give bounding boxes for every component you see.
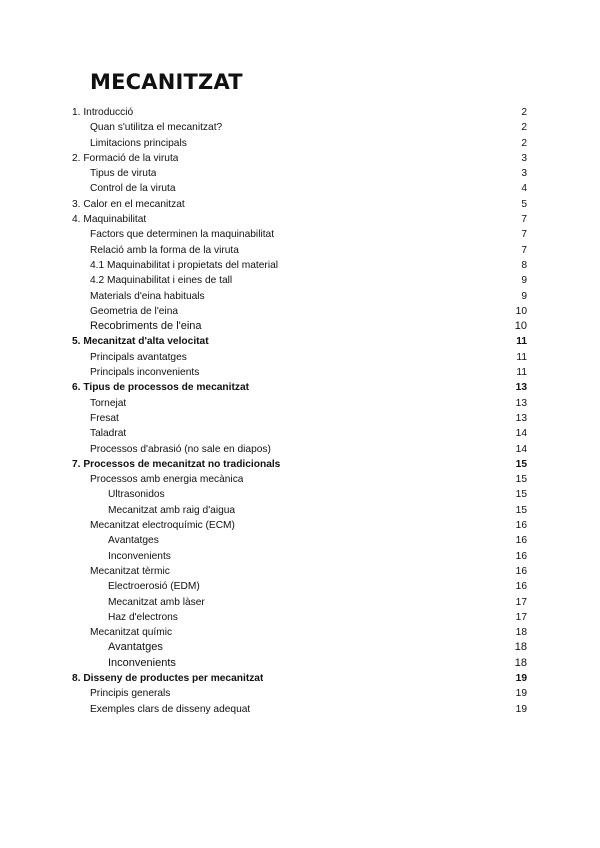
toc-entry[interactable] [72,487,527,502]
toc-entry[interactable] [72,396,527,411]
toc-entry[interactable] [72,120,527,135]
toc-entry[interactable] [72,365,527,380]
toc-entry[interactable] [72,258,527,273]
toc-entry-page-number: 16 [515,581,527,593]
toc-entry-page-number: 11 [516,336,527,348]
toc-entry[interactable] [72,319,527,334]
toc-entry-page-number: 5 [521,198,527,210]
toc-entry[interactable] [72,610,527,625]
toc-entry-page-number: 9 [521,275,527,287]
toc-entry[interactable] [72,151,527,166]
toc-entry-page-number: 7 [521,214,527,226]
toc-entry-page-number: 7 [521,229,527,241]
toc-entry[interactable] [72,671,527,686]
toc-entry-label: Avantatges [108,641,163,654]
toc-entry-label: 1. Introducció [72,107,134,118]
toc-entry-page-number: 11 [516,351,527,363]
toc-entry-label: Limitacions principals [90,137,187,149]
toc-entry-label: Processos amb energia mecànica [90,474,244,486]
toc-entry[interactable] [72,564,527,579]
toc-entry-page-number: 3 [521,168,527,180]
toc-entry-page-number: 4 [521,183,527,195]
toc-entry-label: Factors que determinen la maquinabilitat [90,229,275,241]
toc-entry-label: Avantatges [108,535,159,547]
toc-entry[interactable] [72,181,527,196]
toc-entry-label: Geometria de l'eina [90,305,179,317]
toc-entry[interactable] [72,595,527,610]
toc-entry-label: Principals inconvenients [90,367,200,379]
toc-entry[interactable] [72,549,527,564]
toc-entry[interactable] [72,105,527,120]
toc-entry[interactable] [72,334,527,349]
toc-entry[interactable] [72,518,527,533]
toc-entry[interactable] [72,289,527,304]
toc-entry-page-number: 9 [521,290,527,302]
toc-entry-label: Control de la viruta [90,183,176,195]
toc-entry[interactable] [72,166,527,181]
toc-entry-label: Recobriments de l'eina [90,320,202,333]
toc-entry-label: Electroerosió (EDM) [108,581,200,593]
toc-entry[interactable] [72,442,527,457]
toc-entry-label: Exemples clars de disseny adequat [90,703,251,715]
toc-entry-page-number: 13 [515,397,527,409]
toc-entry-label: Principals avantatges [90,351,187,363]
toc-entry[interactable] [72,457,527,472]
toc-entry-page-number: 16 [515,520,527,532]
toc-entry-page-number: 16 [515,550,527,562]
toc-entry-page-number: 2 [521,137,527,149]
toc-entry-page-number: 19 [515,703,527,715]
toc-entry[interactable] [72,273,527,288]
toc-entry[interactable] [72,136,527,151]
toc-entry-page-number: 15 [515,474,527,486]
toc-entry-page-number: 11 [516,367,527,379]
toc-entry-page-number: 16 [515,565,527,577]
toc-entry-label: Haz d'electrons [108,611,178,623]
toc-entry-page-number: 13 [515,382,527,394]
toc-entry[interactable] [72,503,527,518]
toc-entry-page-number: 17 [515,596,527,608]
table-of-contents [72,105,527,717]
toc-entry-label: Principis generals [90,688,171,700]
toc-entry[interactable] [72,304,527,319]
toc-entry-label: Mecanitzat electroquímic (ECM) [90,520,235,532]
toc-entry[interactable] [72,625,527,640]
toc-entry-label: Tipus de viruta [90,168,157,180]
toc-entry[interactable] [72,472,527,487]
toc-entry[interactable] [72,702,527,717]
toc-entry-page-number: 18 [515,627,527,639]
toc-entry-label: 4.1 Maquinabilitat i propietats del material [90,259,279,271]
toc-entry-page-number: 10 [514,320,527,333]
toc-entry-label: Quan s'utilitza el mecanitzat? [90,122,223,134]
toc-entry[interactable] [72,656,527,671]
toc-entry-page-number: 14 [515,428,527,440]
toc-entry-page-number: 13 [515,412,527,424]
toc-entry-label: Tornejat [90,397,127,409]
toc-entry-page-number: 2 [521,122,527,134]
toc-entry-label: Mecanitzat tèrmic [90,565,170,577]
toc-entry-label: 6. Tipus de processos de mecanitzat [72,382,250,394]
toc-entry-page-number: 8 [521,259,527,271]
toc-entry[interactable] [72,426,527,441]
toc-entry-label: 2. Formació de la viruta [72,152,179,164]
toc-entry-label: 3. Calor en el mecanitzat [72,198,185,210]
toc-entry-label: Inconvenients [108,550,171,562]
toc-entry[interactable] [72,212,527,227]
toc-entry[interactable] [72,227,527,242]
toc-entry-label: 8. Disseny de productes per mecanitzat [72,672,264,684]
toc-entry-page-number: 10 [515,305,527,317]
toc-entry[interactable] [72,243,527,258]
toc-entry-page-number: 15 [515,458,527,470]
toc-entry[interactable] [72,686,527,701]
toc-entry-label: Fresat [90,412,119,424]
toc-entry-page-number: 19 [515,672,527,684]
toc-entry-label: 5. Mecanitzat d'alta velocitat [72,336,209,348]
toc-entry-label: Inconvenients [108,656,176,669]
toc-entry[interactable] [72,533,527,548]
toc-entry-page-number: 7 [521,244,527,256]
toc-entry-label: Mecanitzat amb làser [108,596,205,608]
toc-entry-label: Mecanitzat amb raig d'aigua [108,504,236,516]
toc-entry-label: Taladrat [90,428,127,440]
toc-entry-page-number: 18 [514,656,527,669]
toc-entry[interactable] [72,197,527,212]
toc-entry-page-number: 18 [514,641,527,654]
toc-entry[interactable] [72,411,527,426]
toc-entry[interactable] [72,579,527,594]
toc-entry[interactable] [72,640,527,655]
toc-entry-page-number: 14 [515,443,527,455]
toc-entry-page-number: 15 [515,489,527,501]
toc-entry-label: Ultrasonidos [108,489,165,501]
toc-entry-label: 4. Maquinabilitat [72,214,147,226]
toc-entry[interactable] [72,380,527,395]
toc-entry-label: 7. Processos de mecanitzat no tradicionals [72,458,281,470]
toc-entry-label: Materials d'eina habituals [90,290,205,302]
toc-entry-page-number: 15 [515,504,527,516]
toc-entry-page-number: 3 [521,152,527,164]
toc-entry-page-number: 16 [515,535,527,547]
toc-entry-label: Mecanitzat químic [90,627,173,639]
toc-entry-page-number: 19 [515,688,527,700]
toc-entry-label: Relació amb la forma de la viruta [90,244,239,256]
toc-entry-label: 4.2 Maquinabilitat i eines de tall [90,275,233,287]
toc-entry[interactable] [72,350,527,365]
document-title: MECANITZAT [90,70,243,94]
toc-entry-label: Processos d'abrasió (no sale en diapos) [90,443,271,455]
toc-entry-page-number: 17 [515,611,527,623]
toc-entry-page-number: 2 [521,107,527,118]
